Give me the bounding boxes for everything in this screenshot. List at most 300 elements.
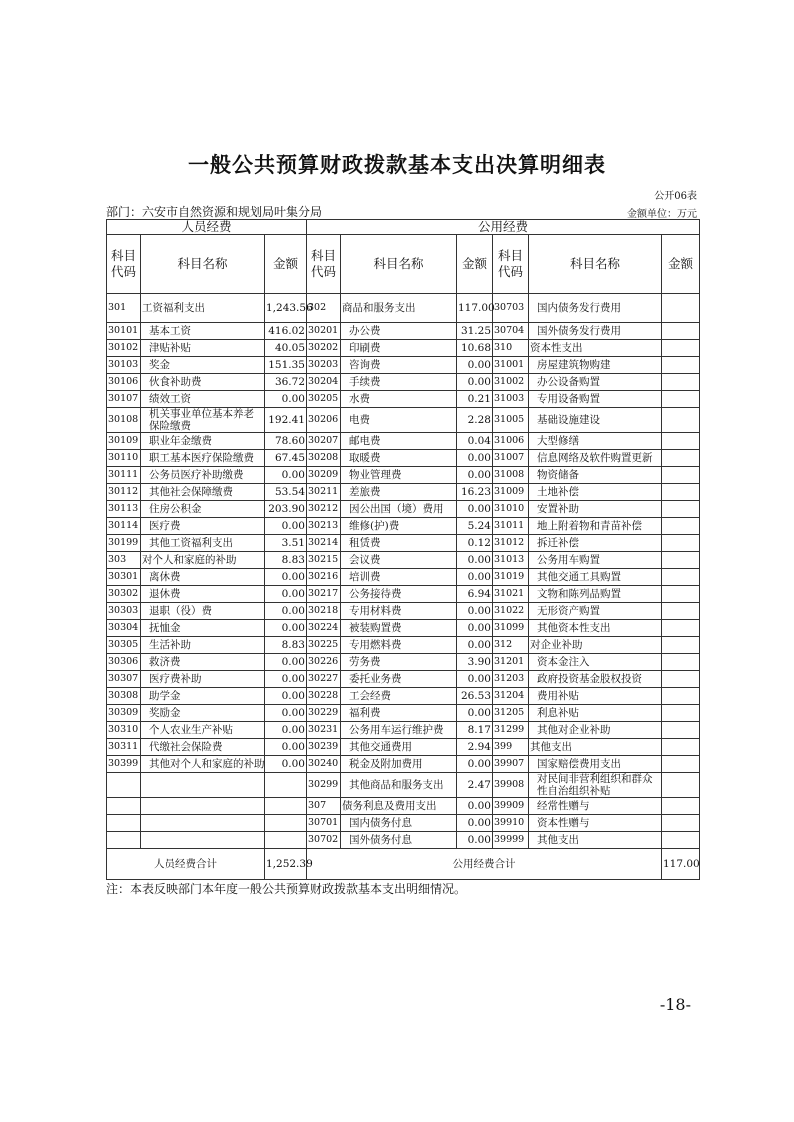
subject-code: 30202 xyxy=(307,340,341,357)
amount-value: 0.00 xyxy=(457,374,493,391)
subject-code: 399 xyxy=(493,739,529,756)
subject-code: 30201 xyxy=(307,323,341,340)
table-row xyxy=(107,374,700,391)
amount-value: 78.60 xyxy=(265,433,307,450)
subject-name: 国外债务发行费用 xyxy=(529,323,662,340)
subject-code: 30305 xyxy=(107,637,141,654)
subject-name: 专用材料费 xyxy=(341,603,457,620)
subject-code: 31099 xyxy=(493,620,529,637)
subject-code: 30111 xyxy=(107,467,141,484)
subject-name: 基本工资 xyxy=(141,323,265,340)
subject-name: 代缴社会保险费 xyxy=(141,739,265,756)
subject-name: 公务用车运行维护费 xyxy=(341,722,457,739)
amount-value xyxy=(662,391,700,408)
amount-value: 0.00 xyxy=(265,569,307,586)
amount-value xyxy=(662,323,700,340)
amount-value: 2.94 xyxy=(457,739,493,756)
subject-code: 31013 xyxy=(493,552,529,569)
amount-value xyxy=(662,832,700,849)
amount-value xyxy=(662,357,700,374)
subject-code xyxy=(107,798,141,815)
amount-value xyxy=(662,340,700,357)
amount-value: 26.53 xyxy=(457,688,493,705)
amount-value: 2.47 xyxy=(457,773,493,798)
subject-name: 退休费 xyxy=(141,586,265,603)
subject-name: 奖励金 xyxy=(141,705,265,722)
subject-name: 办公设备购置 xyxy=(529,374,662,391)
subject-name: 资本性赠与 xyxy=(529,815,662,832)
subject-code: 31011 xyxy=(493,518,529,535)
table-row xyxy=(107,484,700,501)
subject-name: 助学金 xyxy=(141,688,265,705)
amount-value: 0.00 xyxy=(265,603,307,620)
amount-value: 0.12 xyxy=(457,535,493,552)
subject-code: 31008 xyxy=(493,467,529,484)
subject-name: 房屋建筑物购建 xyxy=(529,357,662,374)
amount-value: 10.68 xyxy=(457,340,493,357)
subject-name: 离休费 xyxy=(141,569,265,586)
subject-code: 31010 xyxy=(493,501,529,518)
subject-name: 其他交通费用 xyxy=(341,739,457,756)
subject-code xyxy=(107,773,141,798)
subject-code: 30114 xyxy=(107,518,141,535)
subject-name: 工会经费 xyxy=(341,688,457,705)
amount-value: 192.41 xyxy=(265,408,307,433)
subject-code: 30399 xyxy=(107,756,141,773)
subject-code: 31007 xyxy=(493,450,529,467)
amount-value: 0.00 xyxy=(457,603,493,620)
subject-code: 30702 xyxy=(307,832,341,849)
subject-name: 因公出国（境）费用 xyxy=(341,501,457,518)
table-row xyxy=(107,815,700,832)
subject-name: 国内债务付息 xyxy=(341,815,457,832)
amount-value: 0.00 xyxy=(457,450,493,467)
amount-value xyxy=(265,815,307,832)
subject-name: 医疗费补助 xyxy=(141,671,265,688)
subject-name: 水费 xyxy=(341,391,457,408)
amount-value: 0.00 xyxy=(457,620,493,637)
subject-code: 30211 xyxy=(307,484,341,501)
subject-name: 信息网络及软件购置更新 xyxy=(529,450,662,467)
table-row xyxy=(107,340,700,357)
subject-name: 拆迁补偿 xyxy=(529,535,662,552)
amount-value: 8.83 xyxy=(265,552,307,569)
table-row xyxy=(107,450,700,467)
subject-code: 31005 xyxy=(493,408,529,433)
amount-value: 203.90 xyxy=(265,501,307,518)
department-label: 部门：六安市自然资源和规划局叶集分局 xyxy=(106,205,323,219)
subject-name: 救济费 xyxy=(141,654,265,671)
subject-name: 安置补助 xyxy=(529,501,662,518)
table-number: 公开06表 xyxy=(654,191,697,202)
col-header-name: 科目名称 xyxy=(341,235,457,294)
amount-value: 0.00 xyxy=(265,620,307,637)
subject-code: 30218 xyxy=(307,603,341,620)
amount-value: 2.28 xyxy=(457,408,493,433)
subject-code: 30704 xyxy=(493,323,529,340)
subject-name: 生活补助 xyxy=(141,637,265,654)
subject-name: 印刷费 xyxy=(341,340,457,357)
subject-name: 无形资产购置 xyxy=(529,603,662,620)
public-total-amount: 117.00 xyxy=(662,849,700,880)
subject-code: 31203 xyxy=(493,671,529,688)
subject-code: 39908 xyxy=(493,773,529,798)
subject-code: 30209 xyxy=(307,467,341,484)
amount-value: 40.05 xyxy=(265,340,307,357)
amount-value xyxy=(662,603,700,620)
subject-code: 31006 xyxy=(493,433,529,450)
subject-code: 30308 xyxy=(107,688,141,705)
subject-name: 对民间非营利组织和群众性自治组织补贴 xyxy=(529,773,662,798)
amount-value xyxy=(662,484,700,501)
table-row xyxy=(107,603,700,620)
amount-value xyxy=(662,467,700,484)
table-row xyxy=(107,535,700,552)
col-header-code: 科目代码 xyxy=(107,235,141,294)
subject-code: 30311 xyxy=(107,739,141,756)
subject-code: 30302 xyxy=(107,586,141,603)
subject-name: 其他交通工具购置 xyxy=(529,569,662,586)
amount-value: 0.04 xyxy=(457,433,493,450)
amount-value xyxy=(662,798,700,815)
subject-name: 其他资本性支出 xyxy=(529,620,662,637)
subject-code: 301 xyxy=(107,294,141,323)
amount-value: 0.00 xyxy=(457,569,493,586)
subject-code: 31003 xyxy=(493,391,529,408)
subject-code: 31205 xyxy=(493,705,529,722)
subject-name: 其他工资福利支出 xyxy=(141,535,265,552)
amount-value: 8.83 xyxy=(265,637,307,654)
subject-code: 30213 xyxy=(307,518,341,535)
col-header-code: 科目代码 xyxy=(307,235,341,294)
subject-name: 差旅费 xyxy=(341,484,457,501)
subject-code: 31009 xyxy=(493,484,529,501)
amount-value xyxy=(662,688,700,705)
subject-code: 31201 xyxy=(493,654,529,671)
amount-value xyxy=(662,722,700,739)
amount-unit-label: 金额单位：万元 xyxy=(627,209,697,220)
amount-value xyxy=(265,773,307,798)
amount-value: 8.17 xyxy=(457,722,493,739)
amount-value xyxy=(662,620,700,637)
table-row xyxy=(107,773,700,798)
table-row xyxy=(107,294,700,323)
subject-code: 39910 xyxy=(493,815,529,832)
subject-name: 其他商品和服务支出 xyxy=(341,773,457,798)
table-row xyxy=(107,569,700,586)
subject-code: 30309 xyxy=(107,705,141,722)
personnel-total-label: 人员经费合计 xyxy=(107,849,265,880)
amount-value: 0.00 xyxy=(457,637,493,654)
subject-code: 30215 xyxy=(307,552,341,569)
subject-name: 职业年金缴费 xyxy=(141,433,265,450)
subject-name: 其他支出 xyxy=(529,739,662,756)
subject-name: 其他对企业补助 xyxy=(529,722,662,739)
subject-name: 利息补贴 xyxy=(529,705,662,722)
amount-value xyxy=(662,569,700,586)
page-title: 一般公共预算财政拨款基本支出决算明细表 xyxy=(188,152,606,177)
subject-code xyxy=(107,815,141,832)
table-row xyxy=(107,501,700,518)
amount-value: 0.00 xyxy=(457,467,493,484)
amount-value: 0.21 xyxy=(457,391,493,408)
amount-value: 16.23 xyxy=(457,484,493,501)
amount-value: 0.00 xyxy=(457,671,493,688)
subject-code: 39907 xyxy=(493,756,529,773)
subject-name: 国内债务发行费用 xyxy=(529,294,662,323)
col-header-code: 科目代码 xyxy=(493,235,529,294)
subject-name: 医疗费 xyxy=(141,518,265,535)
totals-row xyxy=(107,849,700,880)
table-row xyxy=(107,654,700,671)
subject-code: 303 xyxy=(107,552,141,569)
subject-name: 奖金 xyxy=(141,357,265,374)
subject-code: 31021 xyxy=(493,586,529,603)
amount-value xyxy=(662,552,700,569)
subject-code: 30102 xyxy=(107,340,141,357)
subject-name: 国家赔偿费用支出 xyxy=(529,756,662,773)
subject-code: 30101 xyxy=(107,323,141,340)
subject-name: 资本金注入 xyxy=(529,654,662,671)
subject-name: 住房公积金 xyxy=(141,501,265,518)
subject-name: 文物和陈列品购置 xyxy=(529,586,662,603)
table-row xyxy=(107,586,700,603)
subject-name: 绩效工资 xyxy=(141,391,265,408)
subject-code: 31022 xyxy=(493,603,529,620)
subject-name: 被装购置费 xyxy=(341,620,457,637)
amount-value xyxy=(662,637,700,654)
subject-code: 30203 xyxy=(307,357,341,374)
table-row xyxy=(107,391,700,408)
subject-name: 基础设施建设 xyxy=(529,408,662,433)
amount-value xyxy=(662,450,700,467)
subject-code: 31001 xyxy=(493,357,529,374)
table-row xyxy=(107,467,700,484)
subject-code: 310 xyxy=(493,340,529,357)
subject-name: 公务接待费 xyxy=(341,586,457,603)
amount-value xyxy=(662,374,700,391)
subject-name: 大型修缮 xyxy=(529,433,662,450)
col-header-name: 科目名称 xyxy=(529,235,662,294)
amount-value xyxy=(662,671,700,688)
amount-value xyxy=(662,408,700,433)
subject-name: 劳务费 xyxy=(341,654,457,671)
subject-name: 国外债务付息 xyxy=(341,832,457,849)
table-row xyxy=(107,688,700,705)
subject-name: 手续费 xyxy=(341,374,457,391)
subject-name: 专用设备购置 xyxy=(529,391,662,408)
subject-name: 取暖费 xyxy=(341,450,457,467)
subject-name: 物资储备 xyxy=(529,467,662,484)
table-row xyxy=(107,705,700,722)
amount-value xyxy=(662,294,700,323)
amount-value: 0.00 xyxy=(265,467,307,484)
amount-value: 0.00 xyxy=(265,671,307,688)
col-header-amount: 金额 xyxy=(662,235,700,294)
amount-value xyxy=(662,815,700,832)
subject-code: 30301 xyxy=(107,569,141,586)
subject-code: 30310 xyxy=(107,722,141,739)
subject-name: 福利费 xyxy=(341,705,457,722)
subject-name: 专用燃料费 xyxy=(341,637,457,654)
table-row xyxy=(107,739,700,756)
subject-code: 30228 xyxy=(307,688,341,705)
amount-value: 0.00 xyxy=(457,815,493,832)
amount-value: 31.25 xyxy=(457,323,493,340)
subject-code: 30214 xyxy=(307,535,341,552)
subject-code: 30110 xyxy=(107,450,141,467)
subject-code: 31012 xyxy=(493,535,529,552)
amount-value: 0.00 xyxy=(265,518,307,535)
table-row xyxy=(107,620,700,637)
amount-value: 0.00 xyxy=(265,739,307,756)
amount-value: 0.00 xyxy=(457,552,493,569)
table-row xyxy=(107,637,700,654)
subject-code: 30227 xyxy=(307,671,341,688)
subject-code: 30199 xyxy=(107,535,141,552)
subject-name: 委托业务费 xyxy=(341,671,457,688)
table-row xyxy=(107,832,700,849)
subject-code: 30229 xyxy=(307,705,341,722)
subject-name: 其他支出 xyxy=(529,832,662,849)
subject-code: 307 xyxy=(307,798,341,815)
amount-value: 0.00 xyxy=(265,705,307,722)
subject-name: 电费 xyxy=(341,408,457,433)
subject-name: 伙食补助费 xyxy=(141,374,265,391)
table-row xyxy=(107,357,700,374)
table-row xyxy=(107,552,700,569)
amount-value: 0.00 xyxy=(457,357,493,374)
amount-value xyxy=(662,756,700,773)
subject-code: 30703 xyxy=(493,294,529,323)
subject-code: 30303 xyxy=(107,603,141,620)
amount-value: 6.94 xyxy=(457,586,493,603)
amount-value: 0.00 xyxy=(457,501,493,518)
subject-code: 30224 xyxy=(307,620,341,637)
subject-code: 30205 xyxy=(307,391,341,408)
amount-value: 3.51 xyxy=(265,535,307,552)
subject-name: 个人农业生产补贴 xyxy=(141,722,265,739)
amount-value xyxy=(662,654,700,671)
subject-code: 31002 xyxy=(493,374,529,391)
subject-code: 39909 xyxy=(493,798,529,815)
subject-name xyxy=(141,832,265,849)
subject-code: 30112 xyxy=(107,484,141,501)
subject-name: 公务用车购置 xyxy=(529,552,662,569)
amount-value: 0.00 xyxy=(265,586,307,603)
subject-code: 31019 xyxy=(493,569,529,586)
subject-name: 费用补贴 xyxy=(529,688,662,705)
subject-name: 对个人和家庭的补助 xyxy=(141,552,265,569)
amount-value: 416.02 xyxy=(265,323,307,340)
subject-code: 30240 xyxy=(307,756,341,773)
subject-code: 30304 xyxy=(107,620,141,637)
subject-name: 地上附着物和青苗补偿 xyxy=(529,518,662,535)
subject-code: 30225 xyxy=(307,637,341,654)
subject-code: 30107 xyxy=(107,391,141,408)
subject-name: 税金及附加费用 xyxy=(341,756,457,773)
amount-value xyxy=(662,705,700,722)
subject-code: 30106 xyxy=(107,374,141,391)
amount-value: 117.00 xyxy=(457,294,493,323)
table-row xyxy=(107,671,700,688)
subject-code: 30212 xyxy=(307,501,341,518)
subject-name: 培训费 xyxy=(341,569,457,586)
amount-value: 0.00 xyxy=(457,705,493,722)
amount-value xyxy=(662,433,700,450)
subject-name: 工资福利支出 xyxy=(141,294,265,323)
subject-name: 债务利息及费用支出 xyxy=(341,798,457,815)
subject-name: 邮电费 xyxy=(341,433,457,450)
subject-code xyxy=(107,832,141,849)
public-section-header: 公用经费 xyxy=(307,220,700,235)
subject-name: 抚恤金 xyxy=(141,620,265,637)
amount-value: 0.00 xyxy=(265,688,307,705)
subject-name: 对企业补助 xyxy=(529,637,662,654)
amount-value: 0.00 xyxy=(265,756,307,773)
amount-value xyxy=(265,798,307,815)
amount-value: 0.00 xyxy=(265,391,307,408)
subject-code: 31299 xyxy=(493,722,529,739)
amount-value: 3.90 xyxy=(457,654,493,671)
subject-name: 维修(护)费 xyxy=(341,518,457,535)
subject-code: 30231 xyxy=(307,722,341,739)
subject-name: 租赁费 xyxy=(341,535,457,552)
subject-name: 办公费 xyxy=(341,323,457,340)
amount-value: 5.24 xyxy=(457,518,493,535)
table-row xyxy=(107,722,700,739)
amount-value: 0.00 xyxy=(457,832,493,849)
amount-value xyxy=(662,739,700,756)
amount-value: 0.00 xyxy=(457,798,493,815)
col-header-amount: 金额 xyxy=(457,235,493,294)
amount-value: 0.00 xyxy=(265,654,307,671)
amount-value: 67.45 xyxy=(265,450,307,467)
subject-name: 资本性支出 xyxy=(529,340,662,357)
amount-value: 151.35 xyxy=(265,357,307,374)
subject-code: 30103 xyxy=(107,357,141,374)
subject-code: 30113 xyxy=(107,501,141,518)
amount-value xyxy=(662,501,700,518)
subject-name: 退职（役）费 xyxy=(141,603,265,620)
amount-value: 53.54 xyxy=(265,484,307,501)
subject-name: 商品和服务支出 xyxy=(341,294,457,323)
personnel-total-amount: 1,252.39 xyxy=(265,849,307,880)
table-row xyxy=(107,756,700,773)
table-row xyxy=(107,408,700,433)
amount-value xyxy=(662,518,700,535)
amount-value xyxy=(662,535,700,552)
col-header-amount: 金额 xyxy=(265,235,307,294)
subject-name: 土地补偿 xyxy=(529,484,662,501)
footnote: 注：本表反映部门本年度一般公共预算财政拨款基本支出明细情况。 xyxy=(106,882,467,896)
amount-value xyxy=(265,832,307,849)
subject-name: 政府投资基金股权投资 xyxy=(529,671,662,688)
amount-value: 1,243.56 xyxy=(265,294,307,323)
subject-name: 经常性赠与 xyxy=(529,798,662,815)
subject-name: 其他社会保障缴费 xyxy=(141,484,265,501)
subject-code: 302 xyxy=(307,294,341,323)
subject-code: 31204 xyxy=(493,688,529,705)
subject-code: 39999 xyxy=(493,832,529,849)
subject-code: 30208 xyxy=(307,450,341,467)
subject-name xyxy=(141,798,265,815)
public-total-label: 公用经费合计 xyxy=(307,849,662,880)
subject-code: 30226 xyxy=(307,654,341,671)
table-row xyxy=(107,518,700,535)
subject-name xyxy=(141,815,265,832)
subject-code: 30108 xyxy=(107,408,141,433)
